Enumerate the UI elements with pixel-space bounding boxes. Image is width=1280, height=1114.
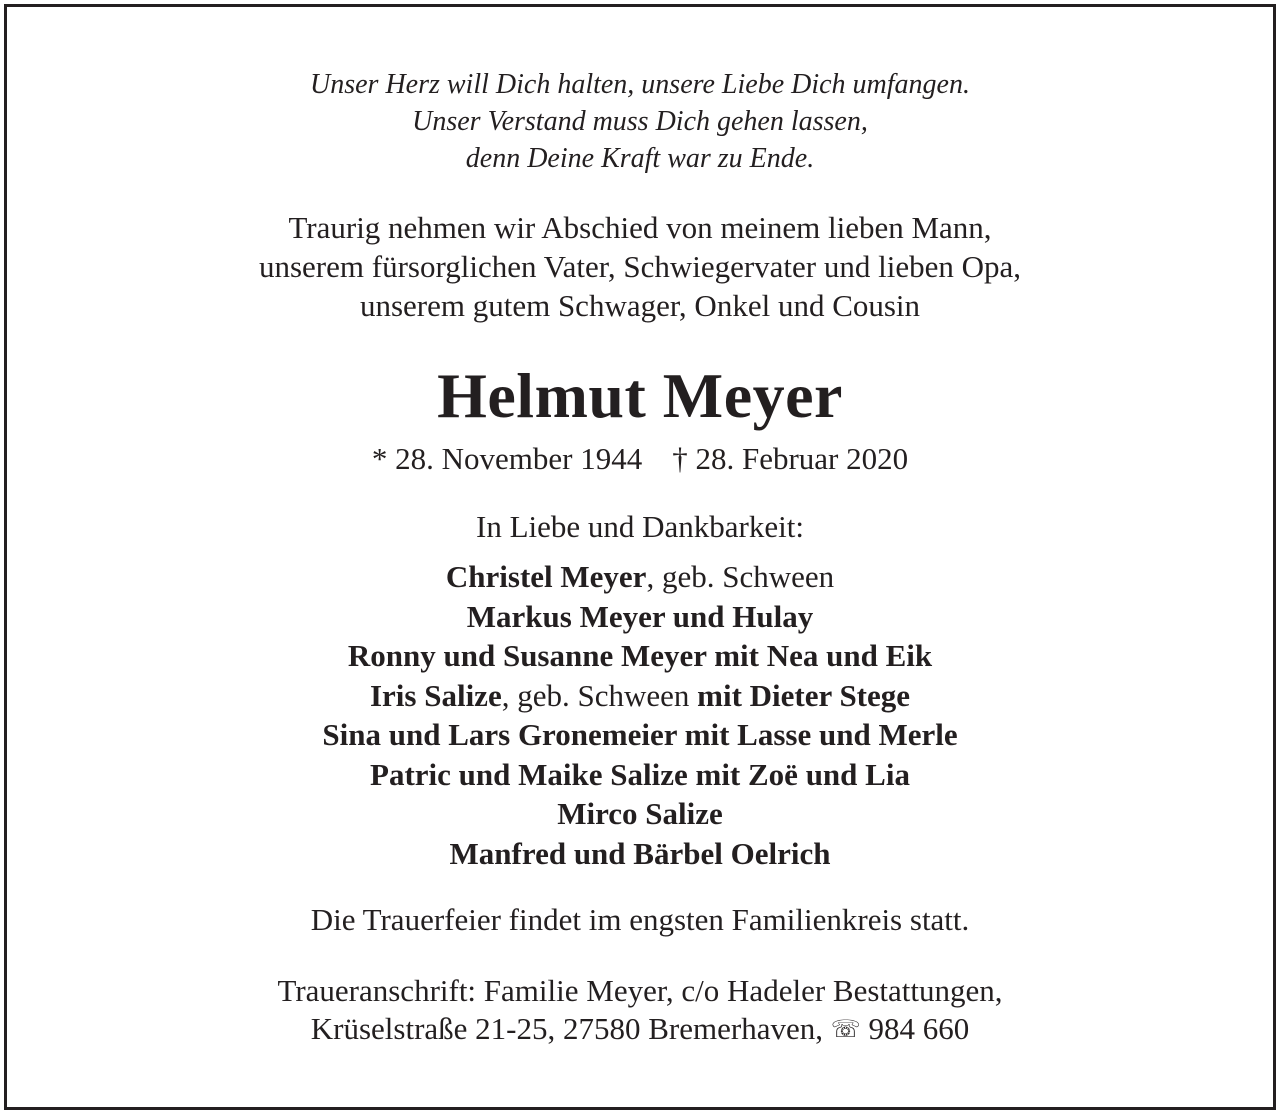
- mourner-name: Manfred und Bärbel Oelrich: [449, 835, 831, 871]
- poem-line-3: denn Deine Kraft war zu Ende.: [465, 143, 815, 174]
- poem-line-2: Unser Verstand muss Dich gehen lassen,: [412, 106, 868, 137]
- farewell-line-2: unserem fürsorglichen Vater, Schwiegervater und lieben Opa,: [258, 249, 1022, 284]
- mourners-list: [0, 557, 1280, 873]
- funeral-note: Die Trauerfeier findet im engsten Familienkreis statt.: [310, 902, 970, 937]
- mourning-address: [0, 972, 1280, 1048]
- phone-number: 984 660: [868, 1011, 970, 1046]
- mourner-name: Sina und Lars Gronemeier mit Lasse und Merle: [322, 717, 958, 752]
- dedication-line: In Liebe und Dankbarkeit:: [476, 509, 804, 544]
- mourner-line-6: [0, 755, 1280, 795]
- mourner-note: , geb. Schween: [646, 559, 835, 594]
- mourner-line-7: [0, 794, 1280, 834]
- mourner-note: , geb. Schween: [501, 677, 698, 713]
- street-city: Krüselstraße 21-25, 27580 Bremerhaven,: [310, 1011, 823, 1046]
- poem-line-1: Unser Herz will Dich halten, unsere Liebe Dich umfangen.: [310, 69, 970, 100]
- mourner-name: Mirco Salize: [557, 796, 723, 831]
- farewell-line-1: Traurig nehmen wir Abschied von meinem lieben Mann,: [288, 210, 992, 245]
- mourner-companion: mit Dieter Stege: [697, 677, 911, 713]
- death-date: † 28. Februar 2020: [672, 441, 909, 476]
- birth-date: * 28. November 1944: [371, 441, 643, 476]
- deceased-name: Helmut Meyer: [437, 360, 843, 431]
- mourner-name: Markus Meyer und Hulay: [466, 598, 814, 634]
- mourner-name: Patric und Maike Salize mit Zoë und Lia: [370, 756, 910, 792]
- farewell-line-3: unserem gutem Schwager, Onkel und Cousin: [359, 288, 921, 323]
- mourner-name: Christel Meyer: [445, 559, 647, 594]
- life-dates: [0, 439, 1280, 479]
- mourner-line-2: [0, 597, 1280, 637]
- telephone-icon: ☏: [830, 1015, 861, 1043]
- address-line-1: Traueranschrift: Familie Meyer, c/o Hadeler Bestattungen,: [277, 973, 1003, 1008]
- mourner-line-8: [0, 834, 1280, 874]
- farewell-text: [0, 208, 1280, 325]
- mourner-name: Iris Salize: [369, 677, 502, 713]
- mourner-line-5: [0, 715, 1280, 755]
- mourner-name: Ronny und Susanne Meyer mit Nea und Eik: [347, 638, 933, 673]
- mourner-line-1: [0, 557, 1280, 597]
- address-line-2: [0, 1010, 1280, 1048]
- mourner-line-4: [0, 676, 1280, 716]
- memorial-poem: [0, 66, 1280, 177]
- mourner-line-3: [0, 636, 1280, 676]
